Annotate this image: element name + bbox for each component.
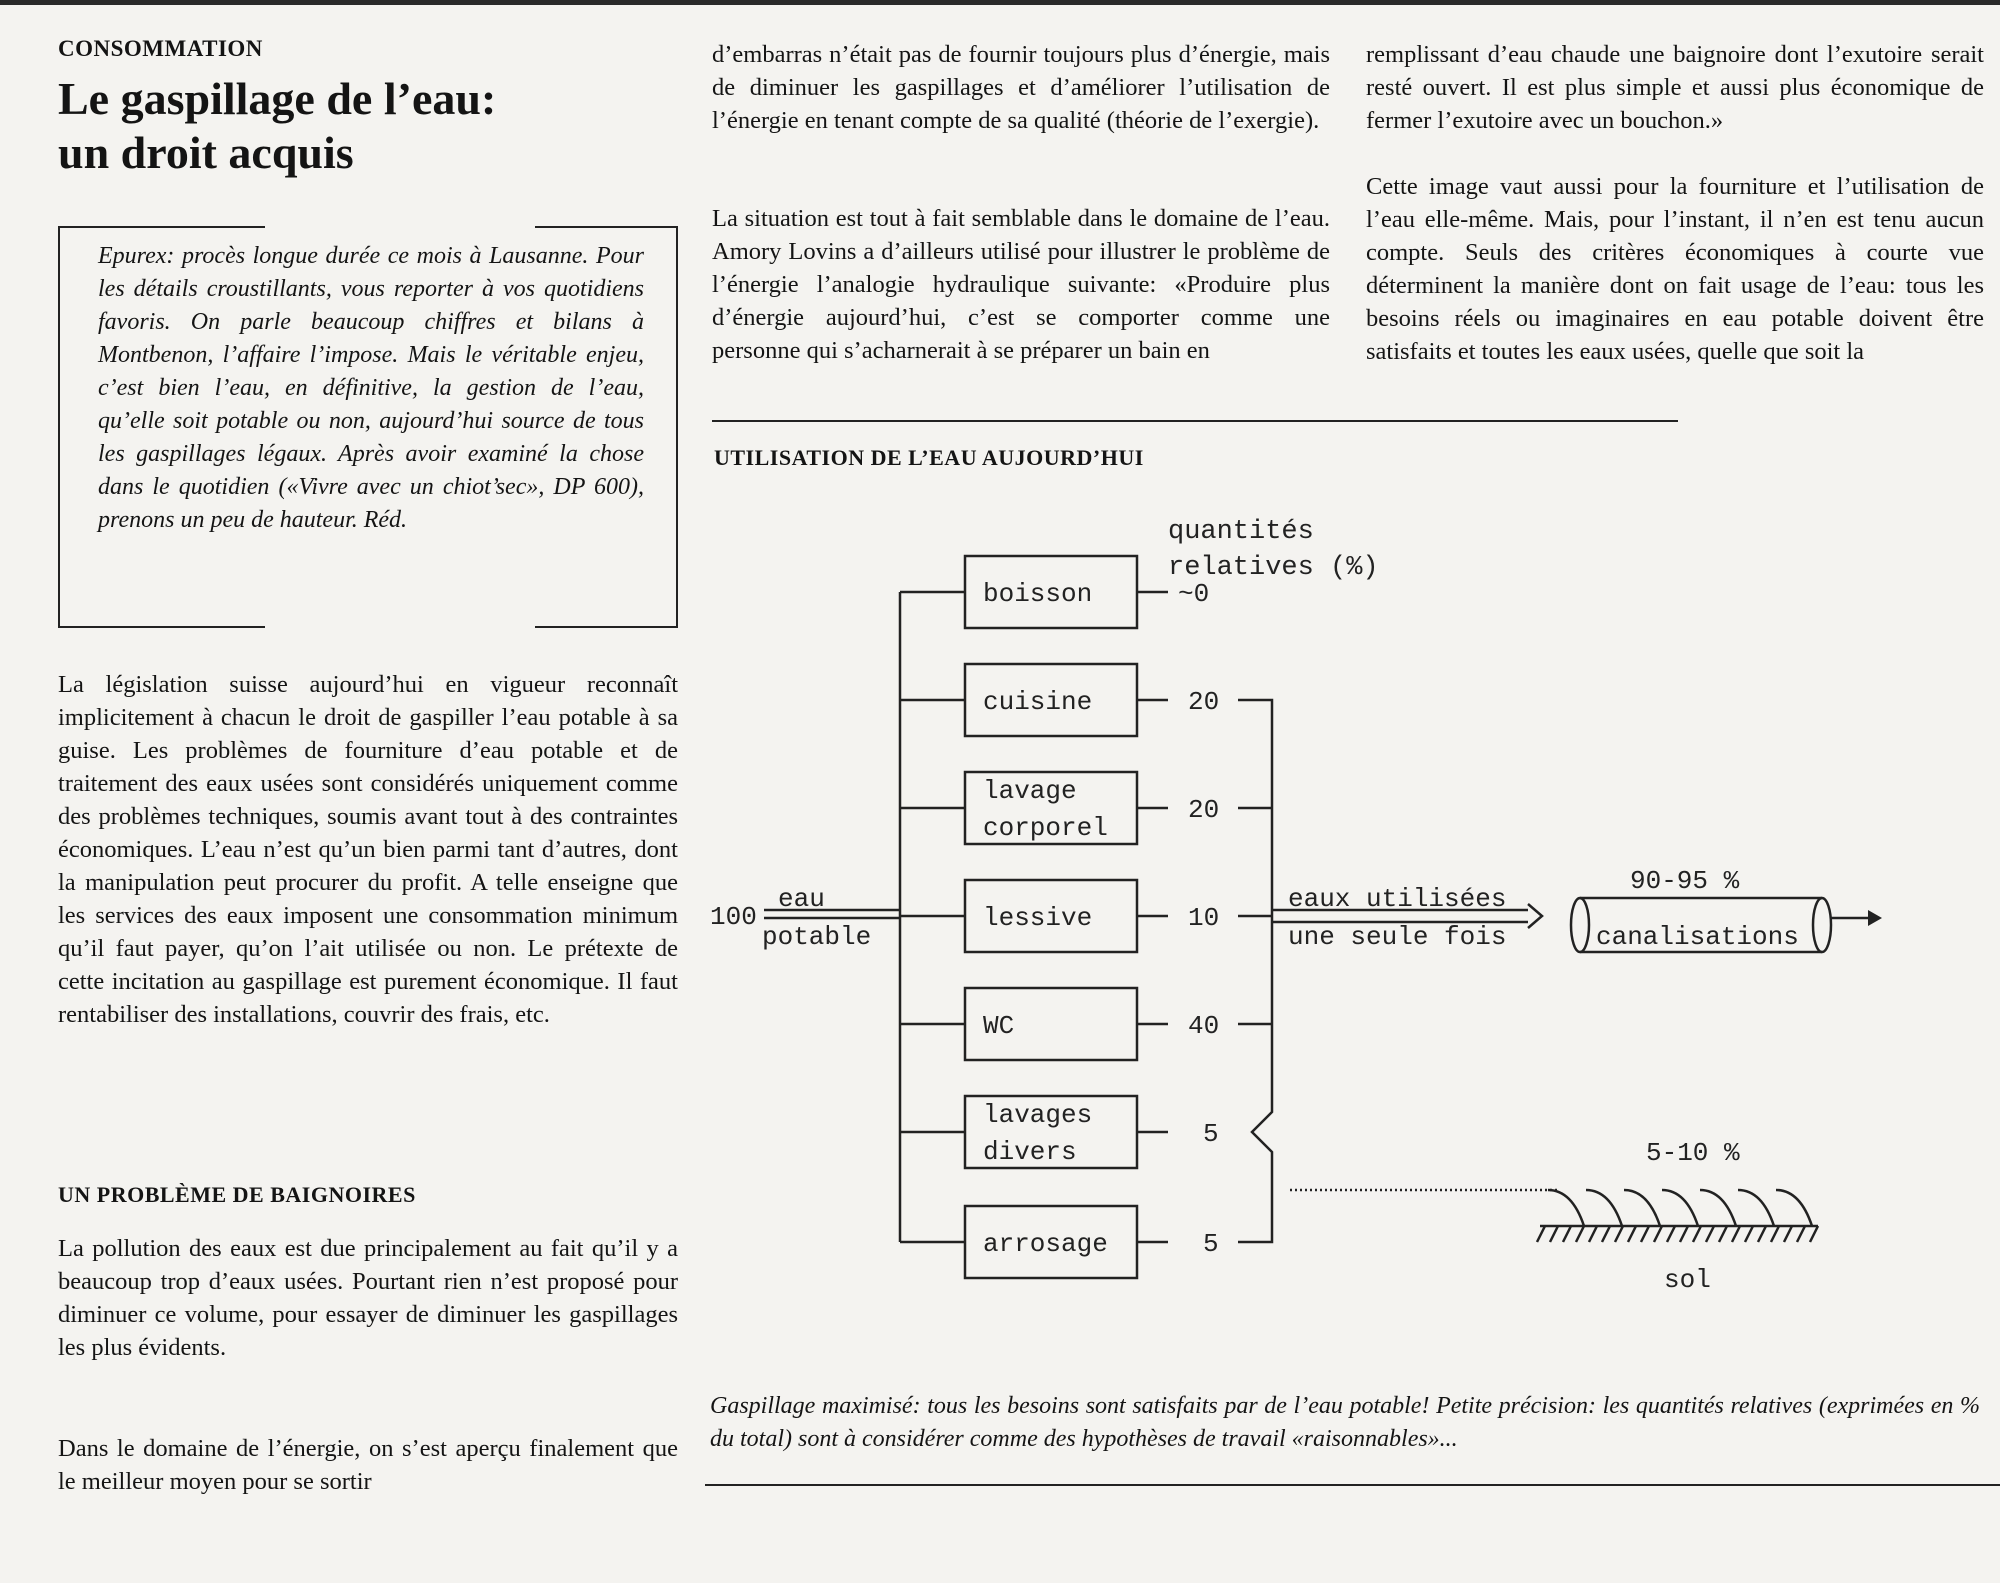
output-arrow-head [1528, 904, 1542, 928]
infiltration-arrows [1548, 1190, 1812, 1226]
subheading-baignoires: UN PROBLÈME DE BAIGNOIRES [58, 1182, 416, 1207]
grouping-brace [1238, 700, 1272, 1242]
column-2-paragraph-1: d’embarras n’était pas de fournir toujours plus d’énergie, mais de diminuer les gaspillages et d’améliorer l’utilisation de l’énergie en tenant compte de sa qualité (théorie de l’exergie). [712, 41, 1330, 134]
input-label-2: potable [762, 922, 872, 952]
use-label-cuisine: cuisine [983, 687, 1093, 717]
use-label-lessive: lessive [983, 903, 1093, 933]
use-value: 20 [1188, 795, 1220, 825]
figure-caption: Gaspillage maximisé: tous les besoins sont satisfaits par de l’eau potable! Petite précision: les quantités relatives (exprimées en % du total) sont à considérer comme des hypothèses de travail «raisonnables»... [710, 1393, 1980, 1452]
use-label-divers: divers [983, 1137, 1077, 1167]
input-value: 100 [710, 902, 757, 932]
use-label-boisson: boisson [983, 579, 1093, 609]
use-label-lavage: lavage [983, 776, 1077, 806]
output-label-1: eaux utilisées [1288, 884, 1507, 914]
soil-percentage: 5-10 % [1646, 1138, 1740, 1168]
intro-text: Epurex: procès longue durée ce mois à Lausanne. Pour les détails croustillants, vous reporter à vos quotidiens favoris. On parle beaucoup chiffres et bilans à Montbenon, l’affaire l’impose. Mais le véritable enjeu, c’est bien l’eau, en définitive, la gestion de l’eau, qu’elle soit potable ou non, aujourd’hui source de tous les gaspillages légaux. Après avoir examiné la chose dans le quotidien («Vivre avec un chiot’sec», DP 600), prenons un peu de hauteur. Réd. [98, 243, 644, 533]
sewer-cylinder-end [1571, 898, 1589, 952]
sewer-label: canalisations [1596, 922, 1799, 952]
header-line-1: quantités [1168, 517, 1314, 547]
top-rule [0, 0, 2000, 5]
use-value: 40 [1188, 1011, 1220, 1041]
sewer-percentage: 90-95 % [1630, 866, 1740, 896]
column-1-paragraph-3: Dans le domaine de l’énergie, on s’est aperçu finalement que le meilleur moyen pour se sortir [58, 1435, 678, 1495]
use-value: 10 [1188, 903, 1220, 933]
column-1-paragraph-1: La législation suisse aujourd’hui en vigueur reconnaît implicitement à chacun le droit de gaspiller l’eau potable à sa guise. Les problèmes de fourniture d’eau potable et de traitement des eaux usées sont considérés uniquement comme des problèmes techniques, soumis avant tout à des contraintes économiques. L’eau n’est qu’un bien parmi tant d’autres, dont la manipulation peut procurer du profit. A telle enseigne que les services des eaux imposent une consommation minimum qu’il faut payer, qu’on l’ait utilisée ou non. Le prétexte de cette incitation au gaspillage est purement économique. Il faut rentabiliser des installations, couvrir des frais, etc. [58, 671, 678, 1028]
use-label-arrosage: arrosage [983, 1229, 1108, 1259]
title-line-2: un droit acquis [58, 127, 354, 178]
use-label-corporel: corporel [983, 813, 1108, 843]
input-label-1: eau [778, 884, 825, 914]
use-value: 20 [1188, 687, 1220, 717]
sewer-arrow-icon [1868, 910, 1882, 926]
sewer-cylinder-end [1813, 898, 1831, 952]
use-value: ~0 [1178, 579, 1210, 609]
water-use-diagram [700, 500, 1980, 1300]
figure-heading: UTILISATION DE L’EAU AUJOURD’HUI [714, 445, 1144, 470]
figure-top-rule [712, 420, 1678, 422]
intro-box [58, 226, 678, 628]
article-title [58, 72, 496, 180]
use-label-wc: WC [983, 1011, 1015, 1041]
column-2-paragraph-2: La situation est tout à fait semblable dans le domaine de l’eau. Amory Lovins a d’ailleurs utilisé pour illustrer le problème de l’énergie l’analogie hydraulique suivante: «Produire plus d’énergie aujourd’hui, c’est se comporter comme une personne qui s’acharnerait à se préparer un bain en [712, 205, 1330, 364]
column-3-paragraph-2: Cette image vaut aussi pour la fourniture et l’utilisation de l’eau elle-même. Mais, pour l’instant, il n’en est tenu aucun compte. Seuls des critères économiques à courte vue déterminent la manière dont on fait usage de l’eau: tous les besoins réels ou imaginaires en eau potable doivent être satisfaits et toutes les eaux usées, quelle que soit la [1366, 173, 1984, 365]
ground-hatching [1537, 1226, 1818, 1242]
use-value: 5 [1203, 1119, 1219, 1149]
use-label-lavages: lavages [983, 1100, 1093, 1130]
column-3-paragraph-1: remplissant d’eau chaude une baignoire dont l’exutoire serait resté ouvert. Il est plus simple et aussi plus économique de fermer l’exutoire avec un bouchon.» [1366, 41, 1984, 134]
section-kicker: CONSOMMATION [58, 36, 263, 61]
title-line-1: Le gaspillage de l’eau: [58, 73, 497, 124]
output-label-2: une seule fois [1288, 922, 1507, 952]
use-value: 5 [1203, 1229, 1219, 1259]
column-1-paragraph-2: La pollution des eaux est due principalement au fait qu’il y a beaucoup trop d’eaux usées. Pourtant rien n’est proposé pour diminuer ce volume, pour essayer de diminuer les gaspillages les plus évidents. [58, 1235, 678, 1361]
soil-label: sol [1664, 1265, 1711, 1295]
figure-bottom-rule [705, 1484, 2000, 1486]
header-line-2: relatives (%) [1168, 553, 1379, 583]
